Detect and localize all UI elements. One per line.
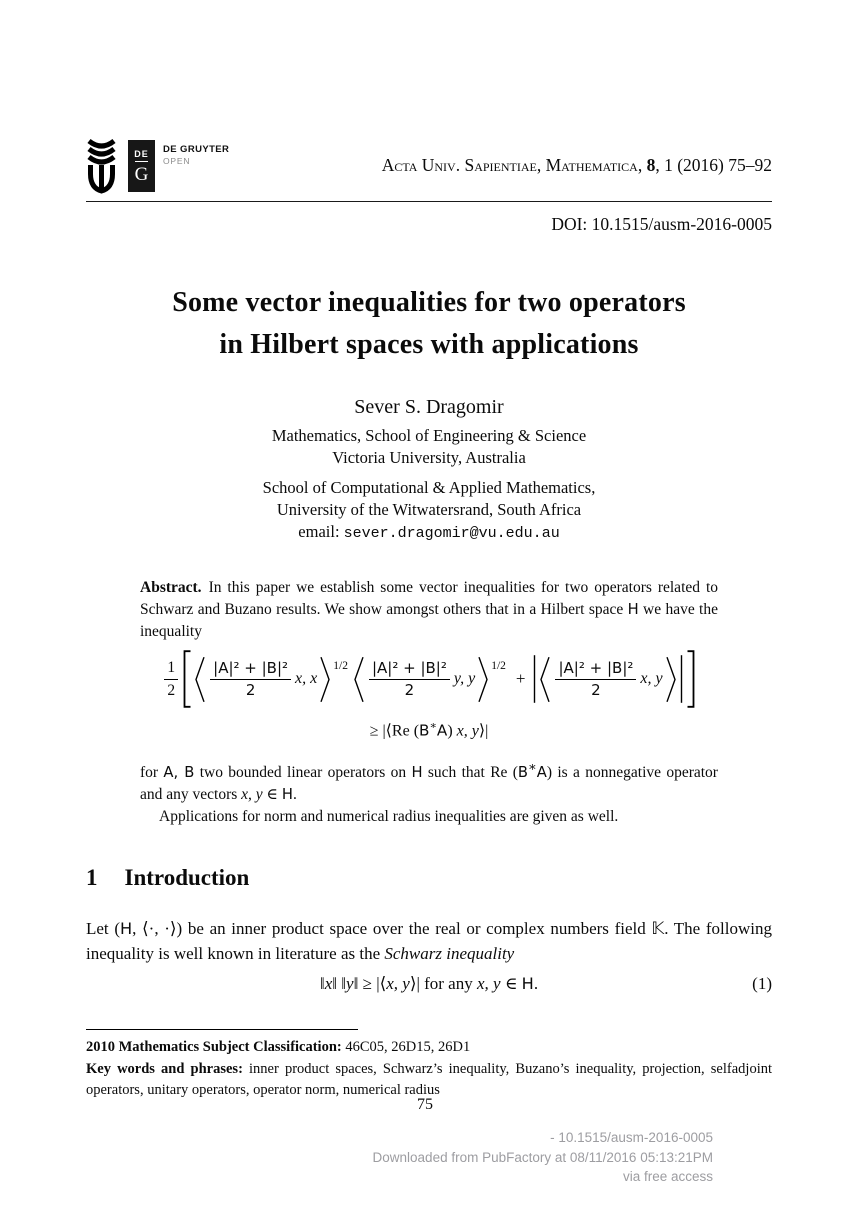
de-gruyter-brand [163, 144, 229, 166]
rang-delimiter [319, 656, 331, 703]
watermark-download: Downloaded from PubFactory at 08/11/2016 05:13:21PM [372, 1149, 713, 1165]
paper-title-line-2: in Hilbert spaces with applications [219, 329, 639, 360]
rang-delimiter [665, 656, 677, 703]
journal-issue-pages: , 1 (2016) 75–92 [655, 154, 772, 175]
section-number: 1 [86, 865, 98, 891]
abstract-paragraph-1 [140, 577, 718, 643]
abstract-paragraph-1-text: In this paper we establish some vector inequalities for two operators related to Schwarz and Buzano results. We show amongst others that in a Hilbert space H we have the inequality [140, 579, 718, 640]
rbr-delimiter [686, 650, 696, 708]
affiliation-1-line-1: Mathematics, School of Engineering & Science [271, 426, 587, 445]
de-gruyter-open-logo [86, 138, 229, 194]
watermark [373, 1128, 713, 1187]
msc-line [86, 1037, 772, 1059]
paper-title [86, 282, 772, 366]
affiliation-2-line-2: University of the Witwatersrand, South Africa [276, 500, 582, 519]
abstract [140, 577, 718, 828]
msc-label: 2010 Mathematics Subject Classification: [86, 1039, 342, 1055]
tulip-icon [86, 138, 117, 194]
de-gruyter-box-g: G [134, 163, 149, 185]
journal-header [86, 138, 772, 194]
abstract-paragraph-3: Applications for norm and numerical radius inequalities are given as well. [159, 808, 619, 826]
journal-volume: 8 [646, 154, 656, 175]
email-line [86, 521, 772, 545]
affiliation-2-line-1: School of Computational & Applied Mathematics, [262, 478, 596, 497]
content-column [86, 0, 772, 997]
abstract-label: Abstract. [140, 579, 202, 596]
de-gruyter-box-de: DE [134, 148, 149, 159]
abstract-paragraph-2: for A, B two bounded linear operators on H such that Re (B∗A) is a nonnegative operator and any vectors x, y ∈ H. [140, 759, 718, 804]
section-title: Introduction [124, 865, 250, 891]
de-gruyter-box-rule [135, 161, 148, 162]
keywords-value: inner product spaces, Schwarz’s inequality, Buzano’s inequality, projection, selfadjoint operators, unitary operators, operator norm, numerical radius [86, 1060, 772, 1098]
rang-delimiter [477, 656, 489, 703]
footnote-rule [86, 1029, 358, 1030]
equation-1-body: ‖x‖ ‖y‖ ≥ |⟨x, y⟩| for any x, y ∈ H. [319, 974, 539, 994]
email-label: email: [298, 522, 344, 541]
journal-name: Acta Univ. Sapientiae, Mathematica, [381, 154, 647, 175]
page-number: 75 [417, 1096, 433, 1113]
watermark-doi: - 10.1515/ausm-2016-0005 [550, 1130, 713, 1145]
watermark-access: via free access [622, 1169, 713, 1184]
abstract-formula-line-2: ≥ |⟨Re (B∗A) x, y⟩| [369, 720, 489, 740]
email-address: sever.dragomir@vu.edu.au [343, 525, 560, 542]
de-gruyter-brand-open: OPEN [163, 156, 191, 166]
de-gruyter-box-icon [128, 140, 155, 192]
equation-1-number: (1) [752, 974, 772, 994]
affiliation-1 [86, 425, 772, 469]
msc-value: 46C05, 26D15, 26D1 [341, 1039, 471, 1055]
lbr-delimiter [182, 650, 192, 708]
header-rule [86, 201, 772, 202]
bar-delimiter [679, 654, 684, 704]
affiliation-2 [86, 477, 772, 545]
lang-delimiter [539, 656, 551, 703]
lang-delimiter [353, 656, 365, 703]
paper-title-line-1: Some vector inequalities for two operators [172, 287, 686, 318]
de-gruyter-brand-name: DE GRUYTER [163, 144, 230, 155]
journal-title-line [229, 155, 772, 178]
doi-line: DOI: 10.1515/ausm-2016-0005 [551, 214, 772, 234]
intro-paragraph: Let (H, ⟨·, ·⟩) be an inner product space over the real or complex numbers field 𝕂. The following inequality is well known in literature as the Schwarz inequality [86, 919, 772, 963]
equation-1 [86, 970, 772, 997]
keywords-label: Key words and phrases: [86, 1060, 243, 1077]
lang-delimiter [194, 656, 206, 703]
footnote-block [86, 1029, 772, 1102]
bar-delimiter [532, 654, 537, 704]
abstract-formula-line-1: $\frac{1}{2}$ $\frac{\text{|A|² + |B|²}}{2}$ x, x $^{1/2}$ $\frac{\text{|A|² + |B|²}}{2}$ y, y $^{1/2}$ + $\frac{\text{|A|² + |B|²}}{2}$ x, y [140, 648, 718, 710]
author-name: Sever S. Dragomir [354, 396, 504, 418]
section-heading [86, 864, 772, 892]
affiliation-1-line-2: Victoria University, Australia [332, 448, 526, 467]
